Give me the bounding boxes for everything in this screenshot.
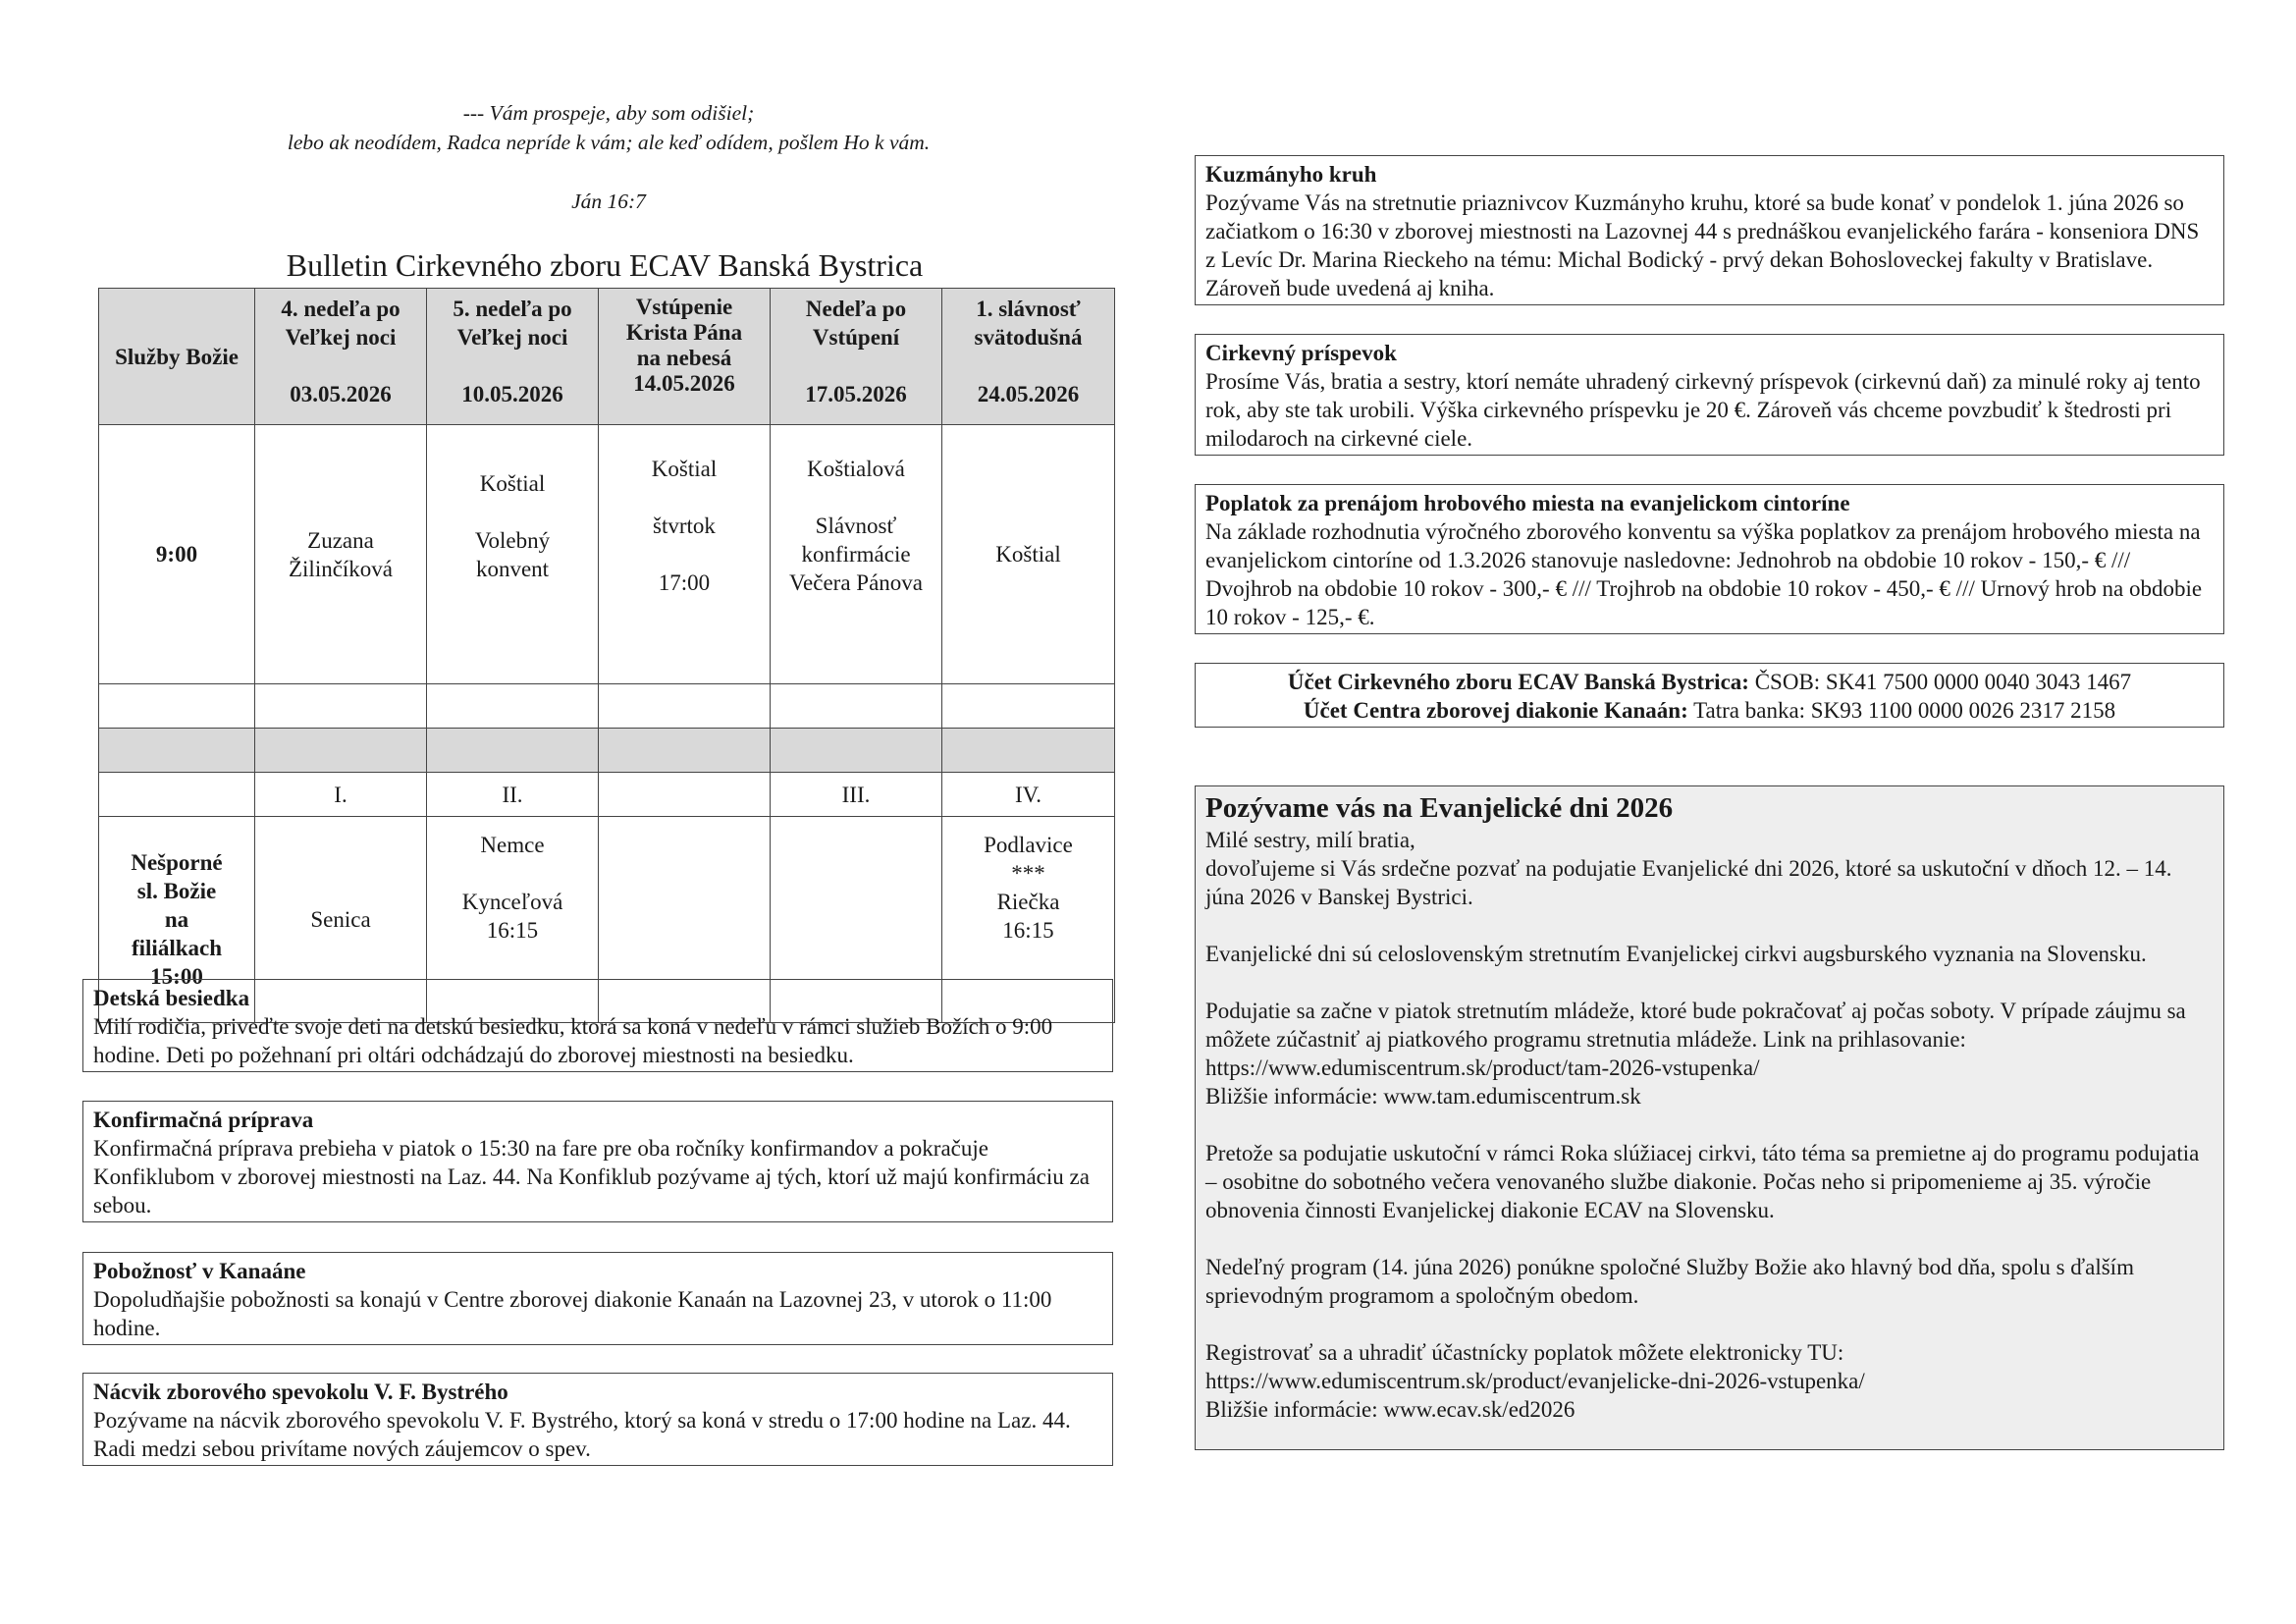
roman-numeral: I. <box>255 773 427 817</box>
header-label: Služby Božie <box>99 289 255 425</box>
cell-line: sl. Božie <box>136 879 217 903</box>
column-name: 1. slávnosť <box>976 297 1081 321</box>
column-date: 17.05.2026 <box>805 382 907 406</box>
paragraph-6: Registrovať sa a uhradiť účastnícky poplatok môžete elektronicky TU: <box>1205 1340 1844 1365</box>
empty-cell <box>771 684 942 729</box>
bible-quote <box>98 98 1119 216</box>
cell-line: Slávnosť <box>815 514 897 538</box>
column-name: 5. nedeľa po <box>453 297 572 321</box>
box-detska-besiedka <box>82 979 1113 1072</box>
schedule-header-row <box>99 289 1115 425</box>
schedule-cell <box>599 425 771 684</box>
empty-cell <box>99 773 255 817</box>
cell-line <box>603 483 766 512</box>
box-title: Poplatok za prenájom hrobového miesta na evanjelickom cintoríne <box>1205 491 1850 515</box>
box-text: Prosíme Vás, bratia a sestry, ktorí nemáte uhradený cirkevný príspevok (cirkevnú daň) za minulé roky aj tento rok, aby ste tak urobili. Výška cirkevného príspevku je 20 €. Zároveň vás chceme povzbudiť k štedrosti pri milodaroch na cirkevné ciele. <box>1205 369 2201 451</box>
cell-line: konfirmácie <box>801 542 911 567</box>
box-text: Pozývame na nácvik zborového spevokolu V. F. Bystrého, ktorý sa koná v stredu o 17:00 hodine na Laz. 44. Radi medzi sebou privítame nových záujemcov o spev. <box>93 1408 1071 1461</box>
column-header <box>427 289 599 425</box>
cell-line: 16:15 <box>1002 918 1054 943</box>
paragraph-5: Nedeľný program (14. júna 2026) ponúkne spoločné Služby Božie ako hlavný bod dňa, spolu s ďalším sprievodným programom a spoločným obedom. <box>1205 1255 2134 1308</box>
column-name: Veľkej noci <box>285 325 397 350</box>
column-name: Vstúpení <box>812 325 900 350</box>
box-title: Konfirmačná príprava <box>93 1108 314 1132</box>
cell-line: Senica <box>310 907 371 932</box>
box-spevokol <box>82 1373 1113 1466</box>
quote-line-2: lebo ak neodídem, Radca nepríde k vám; ale keď odídem, pošlem Ho k vám. <box>287 131 931 154</box>
schedule-cell <box>942 425 1115 684</box>
column-name: 4. nedeľa po <box>281 297 400 321</box>
box-poplatok-hrob <box>1195 484 2224 634</box>
cell-line <box>603 540 766 568</box>
box-poboznost-kanaan <box>82 1252 1113 1345</box>
account-2 <box>1205 696 2214 725</box>
empty-cell <box>255 729 427 773</box>
box-bank-accounts <box>1195 663 2224 728</box>
cell-line: Večera Pánova <box>788 570 923 595</box>
empty-cell <box>942 684 1115 729</box>
box-text: Konfirmačná príprava prebieha v piatok o 15:30 na fare pre oba ročníky konfirmandov a pokračuje Konfiklubom v zborovej miestnosti na Laz. 44. Na Konfiklub pozývame aj tých, ktorí už majú konfirmáciu za sebou. <box>93 1136 1090 1218</box>
cell-line: 17:00 <box>658 570 711 595</box>
cell-line: štvrtok <box>653 514 716 538</box>
cell-line: Zuzana <box>307 527 374 553</box>
column-name: Krista Pána <box>625 320 743 345</box>
empty-cell <box>427 729 599 773</box>
column-date: 24.05.2026 <box>977 382 1080 406</box>
box-title: Nácvik zborového spevokolu V. F. Bystrého <box>93 1380 508 1404</box>
cell-line <box>431 498 594 526</box>
box-title: Pobožnosť v Kanaáne <box>93 1259 306 1283</box>
box-text: Milí rodičia, priveďte svoje deti na detskú besiedku, ktorá sa koná v nedeľu v rámci služieb Božích o 9:00 hodine. Deti po požehnaní pri oltári odchádzajú do zborovej miestnosti na besiedku. <box>93 1014 1053 1067</box>
paragraph-1: dovoľujeme si Vás srdečne pozvať na podujatie Evanjelické dni 2026, ktoré sa uskutoční v dňoch 12. – 14. júna 2026 v Banskej Bystrici. <box>1205 856 2172 909</box>
cell-line: Podlavice <box>984 833 1073 857</box>
box-title: Pozývame vás na Evanjelické dni 2026 <box>1205 792 1674 824</box>
cell-line: 16:15 <box>486 918 539 943</box>
column-date: 03.05.2026 <box>290 382 392 406</box>
cell-line: Koštial <box>479 471 546 496</box>
box-text: Na základe rozhodnutia výročného zborového konventu sa výška poplatkov za prenájom hrobového miesta na evanjelickom cintoríne od 1.3.2026 stanovuje nasledovne: Jednohrob na obdobie 10 rokov - 150,- € /// Dvojhrob na obdobie 10 rokov - 300,- € /// Trojhrob na obdobie 10 rokov - 450,- € /// Urnový hrob na obdobie 10 rokov - 125,- €. <box>1205 519 2203 629</box>
column-header <box>599 289 771 425</box>
grey-separator-row <box>99 729 1115 773</box>
morning-service-row <box>99 425 1115 684</box>
account-2-label: Účet Centra zborovej diakonie Kanaán: <box>1303 698 1688 723</box>
account-1 <box>1205 668 2214 696</box>
quote-line-1: --- Vám prospeje, aby som odišiel; <box>462 101 755 125</box>
morning-time: 9:00 <box>99 425 255 684</box>
cell-line: Nešporné <box>131 850 223 875</box>
empty-cell <box>427 684 599 729</box>
empty-cell <box>99 684 255 729</box>
empty-cell <box>99 729 255 773</box>
box-text: Pozývame Vás na stretnutie priaznivcov Kuzmányho kruhu, ktoré sa bude konať v pondelok 1. júna 2026 so začiatkom o 16:30 v zborovej miestnosti na Lazovnej 44 s prednáškou evanjelického farára - konseniora DNS z Levíc Dr. Marina Rieckeho na tému: Michal Bodický - prvý dekan Bohosloveckej fakulty v Bratislave. Zároveň bude uvedená aj kniha. <box>1205 190 2200 300</box>
empty-cell <box>255 684 427 729</box>
column-header <box>255 289 427 425</box>
column-name: svätodušná <box>974 325 1083 350</box>
box-title: Cirkevný príspevok <box>1205 341 1397 365</box>
column-date: 10.05.2026 <box>461 382 563 406</box>
box-title: Kuzmányho kruh <box>1205 162 1377 187</box>
schedule-table <box>98 288 1115 1023</box>
column-name <box>774 352 937 380</box>
cell-line: Koštialová <box>807 457 905 481</box>
registration-link[interactable]: https://www.edumiscentrum.sk/product/evanjelicke-dni-2026-vstupenka/ <box>1205 1369 1865 1393</box>
empty-row <box>99 684 1115 729</box>
roman-numerals-row <box>99 773 1115 817</box>
schedule-cell <box>427 425 599 684</box>
column-name <box>431 352 594 380</box>
cell-line: Volebný <box>474 528 551 553</box>
box-title: Detská besiedka <box>93 986 250 1010</box>
account-1-value: ČSOB: SK41 7500 0000 0040 3043 1467 <box>1754 670 2132 694</box>
quote-reference: Ján 16:7 <box>571 189 646 213</box>
column-name: Veľkej noci <box>456 325 568 350</box>
cell-line <box>774 483 937 512</box>
box-cirkevny-prispevok <box>1195 334 2224 456</box>
cell-line: *** <box>1011 861 1045 886</box>
cell-line: 15:00 <box>150 964 203 989</box>
paragraph-3: Podujatie sa začne v piatok stretnutím mládeže, ktoré bude pokračovať aj počas soboty. V prípade záujmu sa môžete zúčastniť aj piatkového programu stretnutia mládeže. Link na prihlasovanie: <box>1205 999 2186 1052</box>
empty-cell <box>599 684 771 729</box>
empty-cell <box>599 729 771 773</box>
cell-line: Žilinčíková <box>288 556 394 581</box>
roman-numeral <box>599 773 771 817</box>
empty-cell <box>942 729 1115 773</box>
info-link[interactable]: Bližšie informácie: www.ecav.sk/ed2026 <box>1205 1397 1575 1422</box>
cell-line: Nemce <box>480 833 545 857</box>
cell-line: Riečka <box>996 890 1060 914</box>
cell-line <box>431 859 594 888</box>
youth-registration-link[interactable]: https://www.edumiscentrum.sk/product/tam-2026-vstupenka/ <box>1205 1056 1760 1080</box>
column-name: na nebesá <box>636 346 732 370</box>
paragraph-4: Pretože sa podujatie uskutoční v rámci Roka slúžiacej cirkvi, táto téma sa premietne aj do programu podujatia – osobitne do sobotného večera venovaného službe diakonie. Počas neho si pripomenieme aj 35. výročie obnovenia činnosti Evanjelickej diakonie ECAV na Slovensku. <box>1205 1141 2200 1222</box>
schedule-cell <box>255 425 427 684</box>
box-text: Dopoludňajšie pobožnosti sa konajú v Centre zborovej diakonie Kanaán na Lazovnej 23, v utorok o 11:00 hodine. <box>93 1287 1052 1340</box>
bulletin-title: Bulletin Cirkevného zboru ECAV Banská Bystrica <box>286 247 924 283</box>
column-date: 14.05.2026 <box>633 371 735 396</box>
column-name <box>946 352 1110 380</box>
box-evanjelicke-dni <box>1195 785 2224 1450</box>
account-1-label: Účet Cirkevného zboru ECAV Banská Bystrica: <box>1287 670 1749 694</box>
column-header <box>942 289 1115 425</box>
cell-line: na <box>164 907 189 932</box>
box-kuzmanyho-kruh <box>1195 155 2224 305</box>
roman-numeral: II. <box>427 773 599 817</box>
column-name: Nedeľa po <box>805 297 907 321</box>
box-konfirmacna-priprava <box>82 1101 1113 1222</box>
column-header <box>771 289 942 425</box>
greeting: Milé sestry, milí bratia, <box>1205 828 1415 852</box>
column-name: Vstúpenie <box>635 295 733 319</box>
account-2-value: Tatra banka: SK93 1100 0000 0026 2317 2158 <box>1693 698 2116 723</box>
roman-numeral: IV. <box>942 773 1115 817</box>
cell-line: filiálkach <box>131 936 222 960</box>
youth-info-link[interactable]: Bližšie informácie: www.tam.edumiscentrum.sk <box>1205 1084 1641 1109</box>
schedule-cell <box>771 425 942 684</box>
column-name <box>259 352 422 380</box>
paragraph-2: Evanjelické dni sú celoslovenským stretnutím Evanjelickej cirkvi augsburského vyznania na Slovensku. <box>1205 942 2147 966</box>
cell-line: Koštial <box>995 542 1061 567</box>
cell-line: Koštial <box>651 457 718 481</box>
roman-numeral: III. <box>771 773 942 817</box>
cell-line: Kynceľová <box>461 890 563 914</box>
cell-line: konvent <box>475 557 550 581</box>
empty-cell <box>771 729 942 773</box>
